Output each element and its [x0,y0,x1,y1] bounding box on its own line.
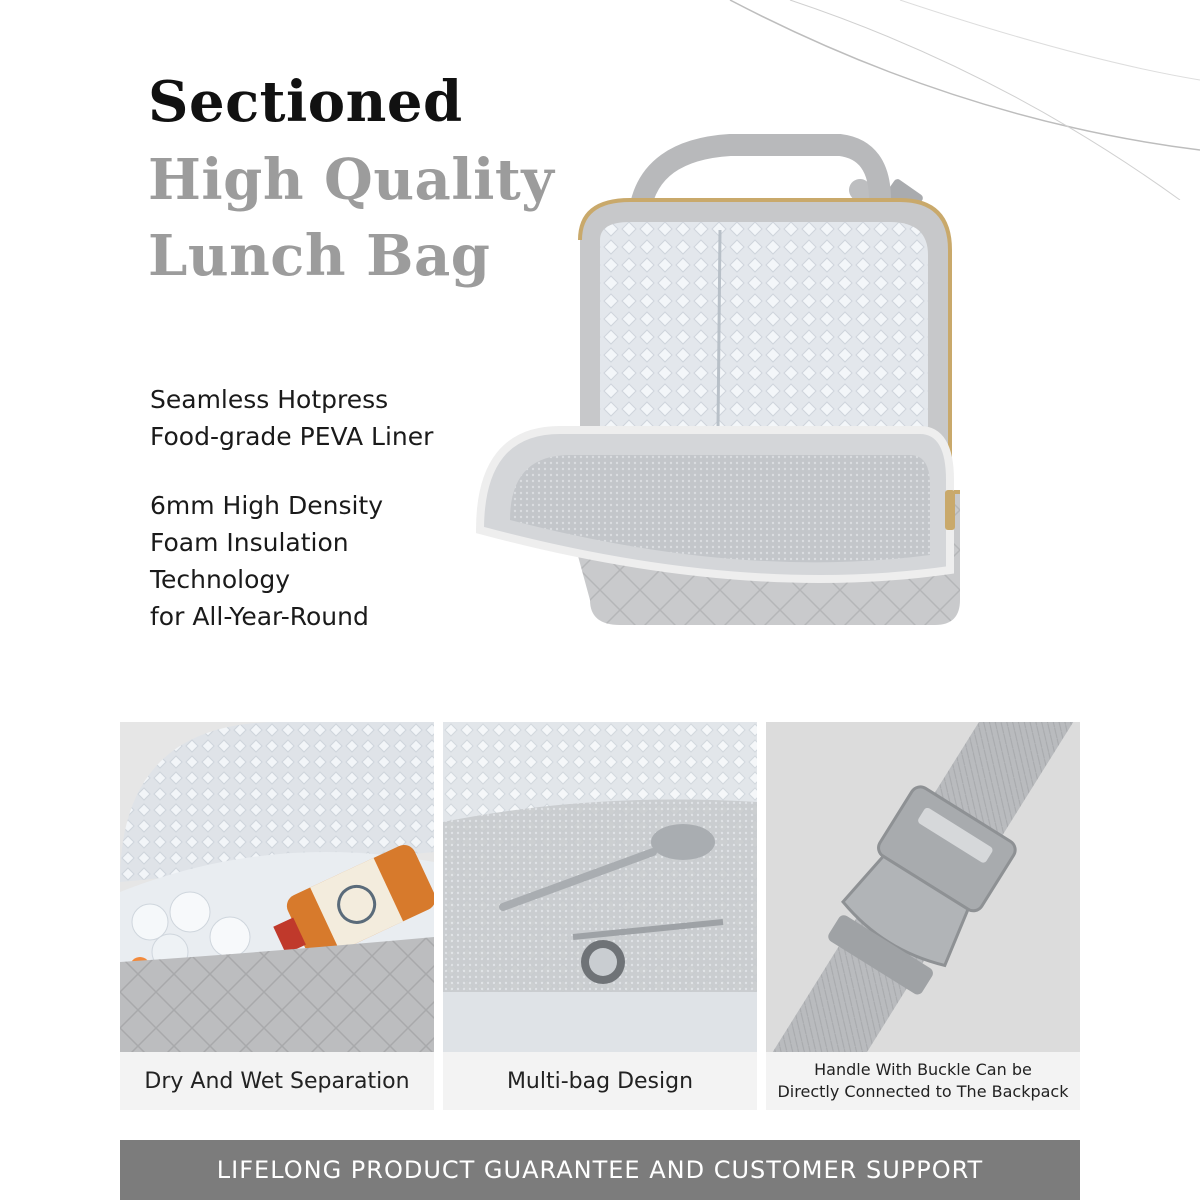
headline-line-1: Sectioned [148,69,463,135]
caption-buckle [766,1052,1080,1110]
caption-buckle-line-2: Directly Connected to The Backpack [777,1082,1069,1101]
feature-foam-line-3: Technology [150,565,291,594]
headline-line-2: High Quality [148,147,555,213]
headline-line-3: Lunch Bag [148,223,491,289]
feature-liner-line-1: Seamless Hotpress [150,385,389,414]
feature-foam-line-1: 6mm High Density [150,491,384,520]
feature-foam [150,487,383,635]
panel-multi-bag [443,722,757,1110]
feature-foam-line-2: Foam Insulation [150,528,349,557]
caption-multi-bag: Multi-bag Design [443,1052,757,1110]
caption-dry-wet: Dry And Wet Separation [120,1052,434,1110]
guarantee-banner: LIFELONG PRODUCT GUARANTEE AND CUSTOMER SUPPORT [120,1140,1080,1200]
caption-buckle-line-1: Handle With Buckle Can be [814,1060,1032,1079]
panel-dry-wet [120,722,434,1110]
multi-bag-image [443,722,757,1052]
feature-liner-line-2: Food-grade PEVA Liner [150,422,434,451]
feature-liner [150,381,433,455]
panel-buckle [766,722,1080,1110]
buckle-image [766,722,1080,1052]
feature-foam-line-4: for All-Year-Round [150,602,369,631]
lunch-bag-image [440,130,1000,650]
dry-wet-image [120,722,434,1052]
